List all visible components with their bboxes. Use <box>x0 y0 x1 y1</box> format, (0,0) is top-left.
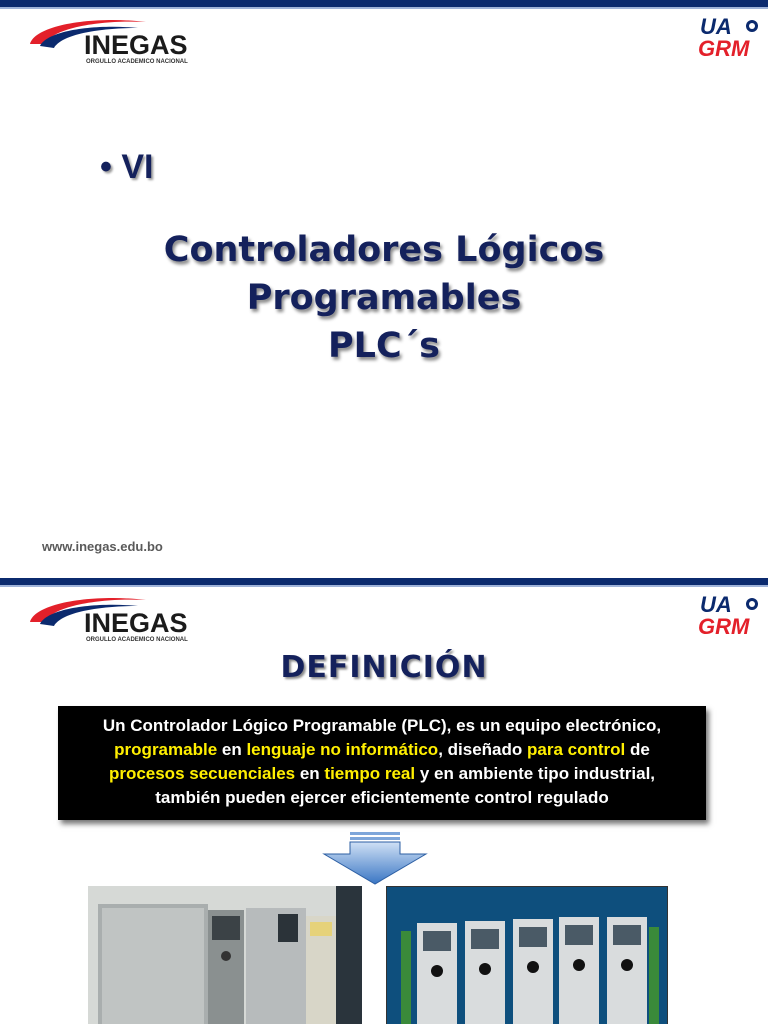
bullet-text: VI <box>121 148 154 186</box>
plc-photo-right <box>386 886 668 1024</box>
bullet-item: • VI <box>100 148 154 186</box>
title-line-3: PLC´s <box>328 326 440 366</box>
uagrm-logo <box>696 592 764 636</box>
definition-line-3 <box>68 762 696 786</box>
definition-line-1 <box>68 714 696 738</box>
website-url: www.inegas.edu.bo <box>42 539 163 554</box>
def-text-4: de <box>625 740 650 759</box>
def-text-1: Un Controlador Lógico Programable (PLC), es un equipo electrónico, <box>102 716 662 735</box>
def-text-2: en <box>217 740 247 759</box>
top-bar <box>0 578 768 585</box>
def-highlight-4: procesos secuenciales <box>108 764 296 783</box>
uagrm-logo <box>696 14 764 58</box>
top-bar <box>0 0 768 7</box>
slide-title <box>0 226 768 370</box>
inegas-tagline: ORGULLO ACADEMICO NACIONAL <box>86 59 188 65</box>
top-line <box>0 7 768 9</box>
def-highlight-1: programable <box>114 740 218 759</box>
def-text-7: también pueden ejercer eficientemente control regulado <box>155 788 609 807</box>
definition-box <box>58 706 706 820</box>
down-arrow-icon <box>322 830 428 886</box>
def-highlight-5: tiempo real <box>324 764 416 783</box>
uagrm-line1: UA <box>700 592 732 617</box>
inegas-tagline: ORGULLO ACADEMICO NACIONAL <box>86 637 188 643</box>
slide-2 <box>0 578 768 1024</box>
inegas-logo <box>26 14 214 66</box>
def-highlight-3: para control <box>527 740 626 759</box>
plc-photo-left <box>88 886 362 1024</box>
def-text-5: en <box>295 764 325 783</box>
top-line <box>0 585 768 587</box>
inegas-logo <box>26 592 214 644</box>
uagrm-line1: UA <box>700 14 732 39</box>
uagrm-line2: GRM <box>698 614 750 636</box>
uagrm-line2: GRM <box>698 36 750 58</box>
def-highlight-2: lenguaje no informático <box>246 740 439 759</box>
def-text-6: y en ambiente tipo industrial, <box>415 764 656 783</box>
title-line-2: Programables <box>246 278 522 318</box>
title-line-1: Controladores Lógicos <box>163 230 605 270</box>
def-text-3: , diseñado <box>438 740 527 759</box>
inegas-logo-text: INEGAS <box>84 30 188 60</box>
definition-line-2 <box>68 738 696 762</box>
inegas-logo-text: INEGAS <box>84 608 188 638</box>
definition-line-4 <box>68 786 696 810</box>
definition-heading: DEFINICIÓN <box>280 650 488 685</box>
